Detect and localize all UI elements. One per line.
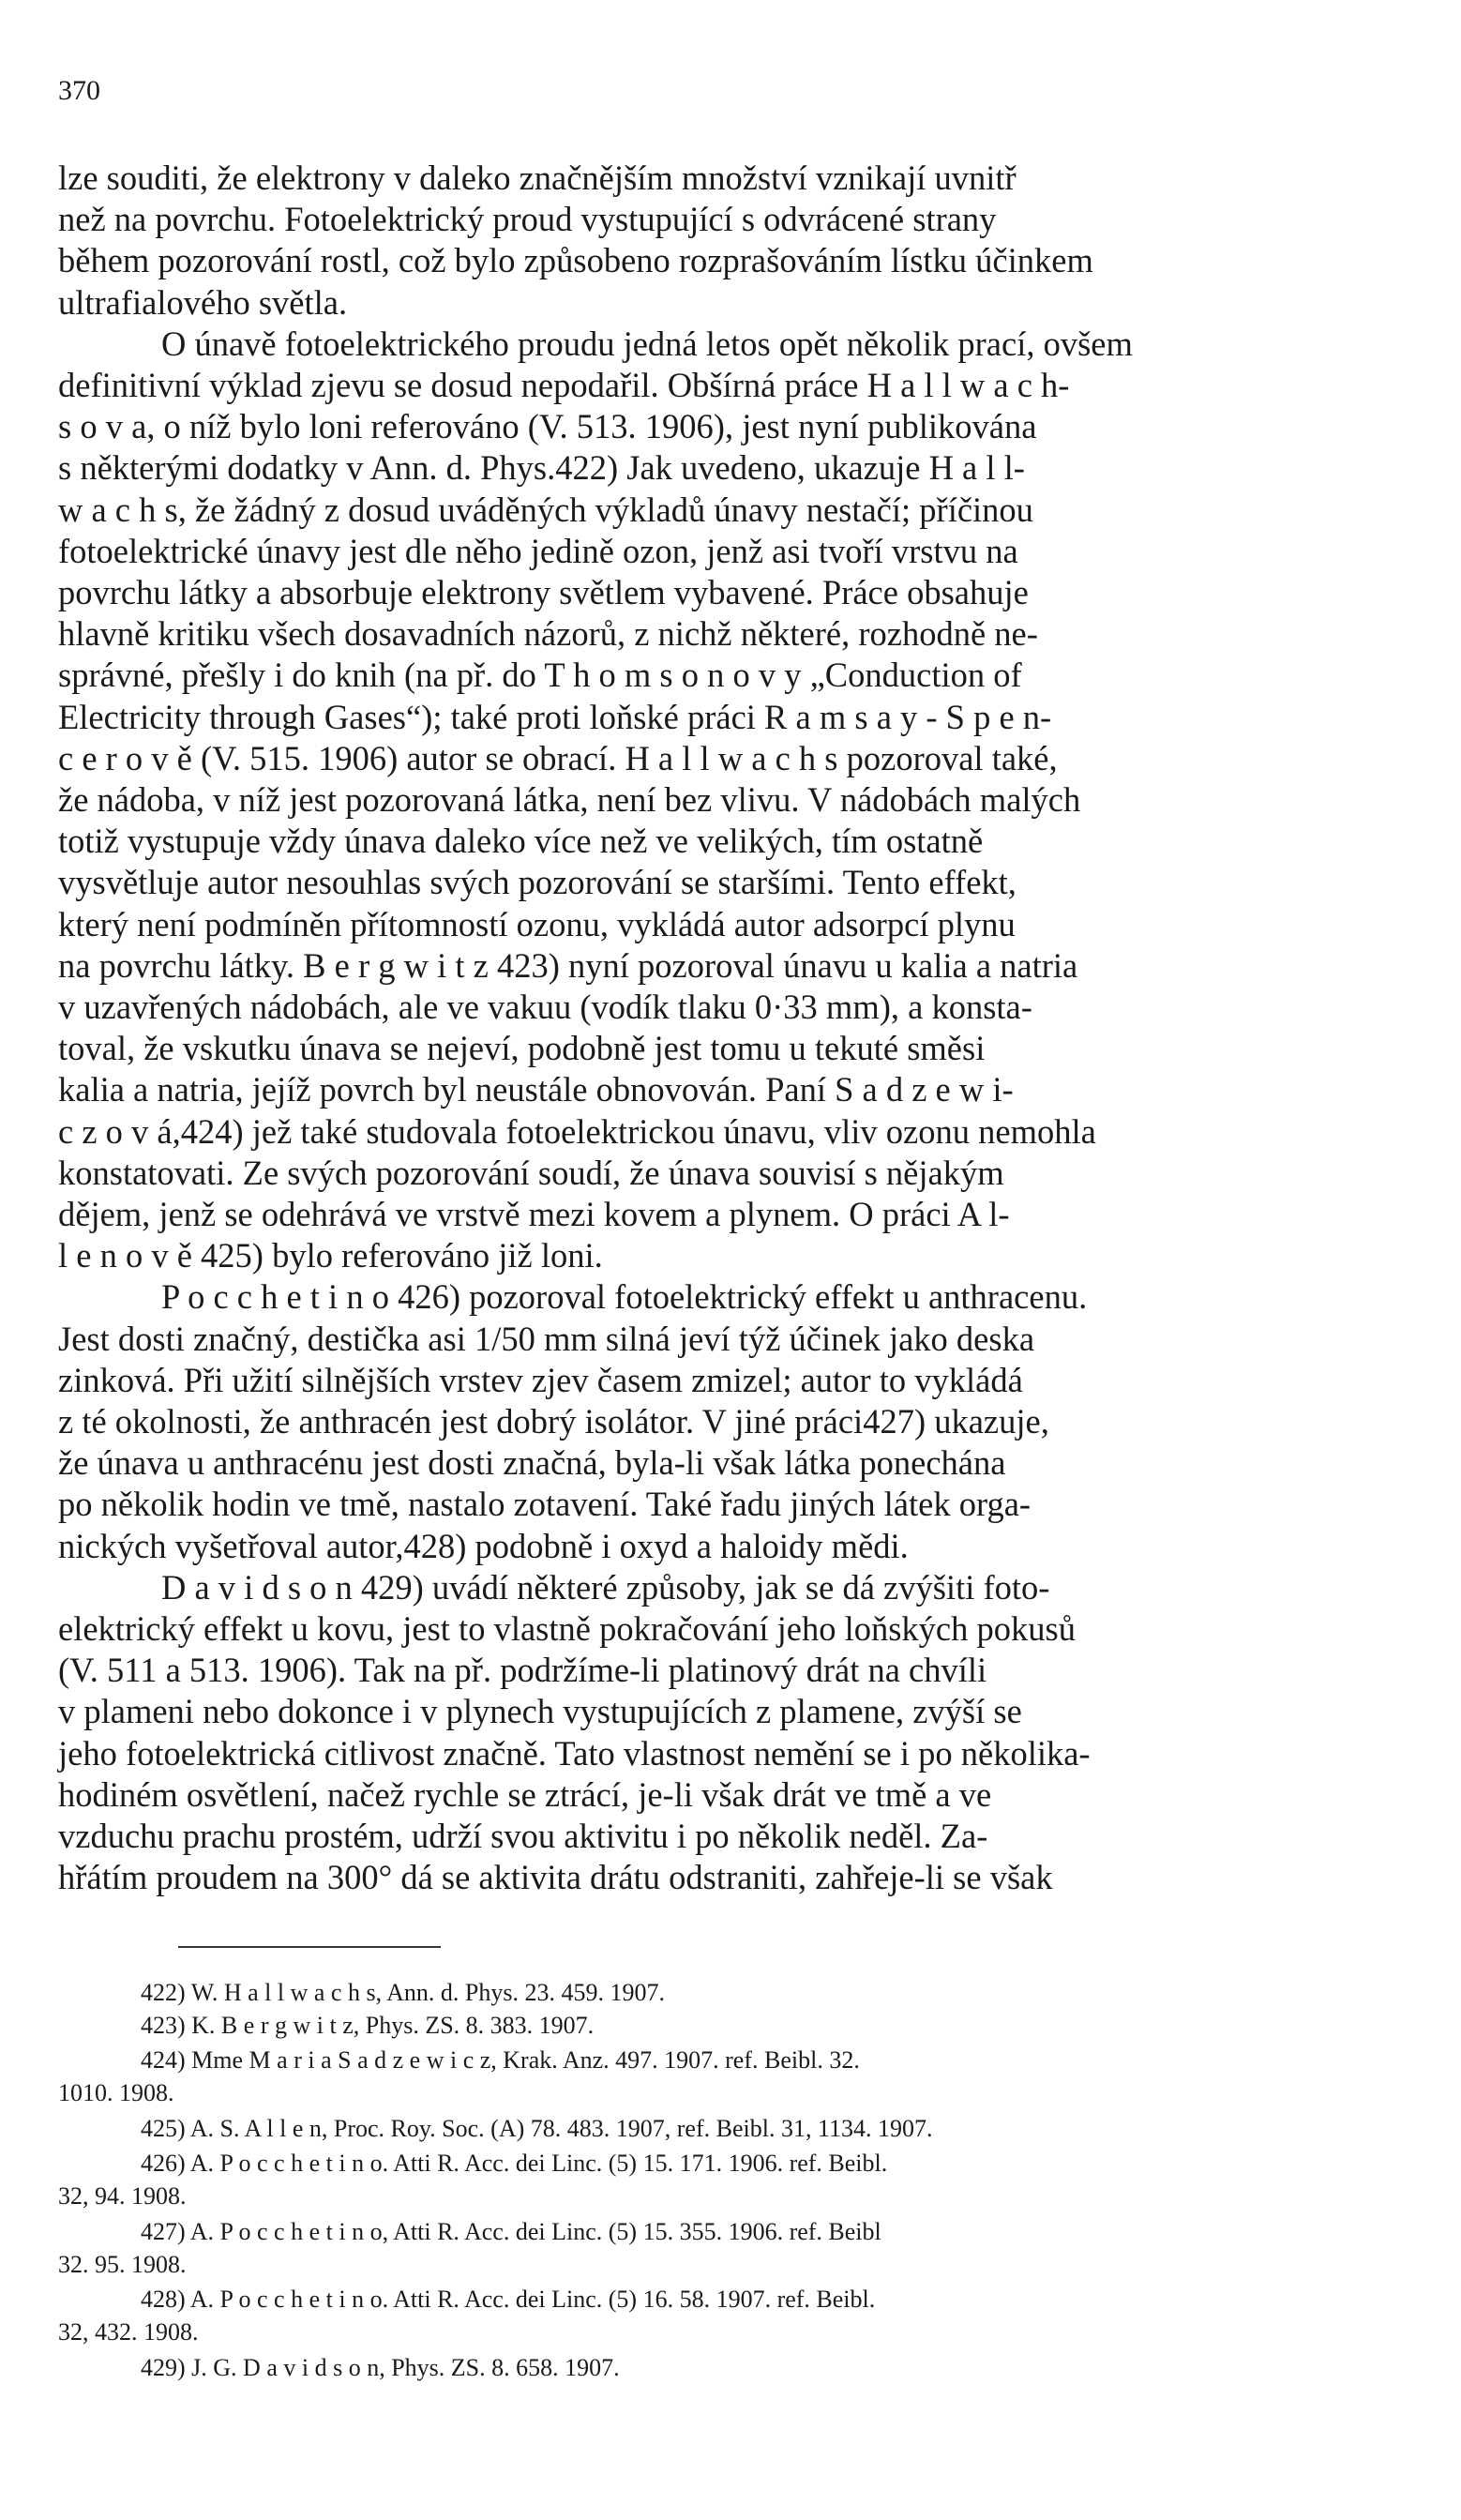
body-line: po několik hodin ve tmě, nastalo zotavení. Také řadu jiných látek orga- — [58, 1485, 1032, 1524]
footnote-line: 426) A. P o c c h e t i n o. Atti R. Acc. dei Linc. (5) 15. 171. 1906. ref. Beibl. — [141, 2150, 888, 2177]
body-line: elektrický effekt u kovu, jest to vlastně pokračování jeho loňských pokusů — [58, 1609, 1076, 1648]
body-line: zinková. Při užití silnějších vrstev zjev časem zmizel; autor to vykládá — [58, 1360, 1023, 1399]
body-line: než na povrchu. Fotoelektrický proud vystupující s odvrácené strany — [58, 200, 997, 239]
footnote-line: 429) J. G. D a v i d s o n, Phys. ZS. 8. 658. 1907. — [141, 2354, 620, 2381]
body-line: toval, že vskutku únava se nejeví, podobně jest tomu u tekuté směsi — [58, 1029, 986, 1068]
body-line: hodiném osvětlení, načež rychle se ztrácí, je-li však drát ve tmě a ve — [58, 1774, 992, 1814]
body-line: konstatovati. Ze svých pozorování soudí, že únava souvisí s nějakým — [58, 1153, 1004, 1192]
footnote-line: 32, 94. 1908. — [58, 2182, 187, 2210]
footnote-line: 427) A. P o c c h e t i n o, Atti R. Acc. dei Linc. (5) 15. 355. 1906. ref. Beibl — [141, 2218, 881, 2245]
body-line: Jest dosti značný, destička asi 1/50 mm silná jeví týž účinek jako deska — [58, 1319, 1035, 1358]
body-line: Electricity through Gases“); také proti loňské práci R a m s a y - S p e n- — [58, 697, 1052, 736]
body-line: s některými dodatky v Ann. d. Phys.422) Jak uvedeno, ukazuje H a l l- — [58, 448, 1025, 488]
footnote-line: 32. 95. 1908. — [58, 2251, 187, 2278]
body-line: O únavě fotoelektrického proudu jedná letos opět několik prací, ovšem — [161, 324, 1133, 363]
body-line: na povrchu látky. B e r g w i t z 423) nyní pozoroval únavu u kalia a natria — [58, 945, 1078, 985]
footnote-line: 32, 432. 1908. — [58, 2318, 199, 2346]
body-line: (V. 511 a 513. 1906). Tak na př. podržíme-li platinový drát na chvíli — [58, 1651, 987, 1690]
footnote-line: 423) K. B e r g w i t z, Phys. ZS. 8. 383. 1907. — [141, 2012, 595, 2039]
body-line: c e r o v ě (V. 515. 1906) autor se obrací. H a l l w a c h s pozoroval také, — [58, 738, 1058, 777]
body-line: w a c h s, že žádný z dosud uváděných výkladů únavy nestačí; příčinou — [58, 490, 1033, 529]
footnote-line: 428) A. P o c c h e t i n o. Atti R. Acc. dei Linc. (5) 16. 58. 1907. ref. Beibl. — [141, 2286, 876, 2313]
body-line: c z o v á,424) jež také studovala fotoelektrickou únavu, vliv ozonu nemohla — [58, 1111, 1096, 1151]
body-line: z té okolnosti, že anthracén jest dobrý isolátor. V jiné práci427) ukazuje, — [58, 1402, 1049, 1441]
body-line: který není podmíněn přítomností ozonu, vykládá autor adsorpcí plynu — [58, 904, 1016, 943]
footnote-line: 424) Mme M a r i a S a d z e w i c z, Krak. Anz. 497. 1907. ref. Beibl. 32. — [141, 2046, 860, 2074]
body-line: správné, přešly i do knih (na př. do T h o m s o n o v y „Conduction of — [58, 656, 1022, 695]
body-line: vysvětluje autor nesouhlas svých pozorování se staršími. Tento effekt, — [58, 863, 1017, 902]
body-line: hlavně kritiku všech dosavadních názorů, z nichž některé, rozhodně ne- — [58, 614, 1038, 654]
body-line: hřátím proudem na 300° dá se aktivita drátu odstraniti, zahřeje-li se však — [58, 1858, 1053, 1897]
body-line: nických vyšetřoval autor,428) podobně i oxyd a haloidy mědi. — [58, 1526, 909, 1565]
body-line: v uzavřených nádobách, ale ve vakuu (vodík tlaku 0·33 mm), a konsta- — [58, 988, 1032, 1026]
body-line: totiž vystupuje vždy únava daleko více než ve velikých, tím ostatně — [58, 822, 984, 861]
footnote-line: 1010. 1908. — [58, 2079, 174, 2106]
body-line: jeho fotoelektrická citlivost značně. Tato vlastnost nemění se i po několika- — [58, 1733, 1091, 1773]
footnote-line: 422) W. H a l l w a c h s, Ann. d. Phys. 23. 459. 1907. — [141, 1979, 665, 2006]
body-line: v plameni nebo dokonce i v plynech vystupujících z plamene, zvýší se — [58, 1692, 1022, 1731]
body-line: D a v i d s o n 429) uvádí některé způsoby, jak se dá zvýšiti foto- — [161, 1567, 1050, 1607]
body-line: ultrafialového světla. — [58, 282, 348, 322]
body-line: dějem, jenž se odehrává ve vrstvě mezi kovem a plynem. O práci A l- — [58, 1195, 1010, 1233]
body-line: během pozorování rostl, což bylo způsobeno rozprašováním lístku účinkem — [58, 241, 1093, 280]
page-number: 370 — [58, 75, 100, 106]
body-line: l e n o v ě 425) bylo referováno již loni. — [58, 1236, 603, 1275]
body-line: s o v a, o níž bylo loni referováno (V. 513. 1906), jest nyní publikována — [58, 407, 1037, 446]
body-line: P o c c h e t i n o 426) pozoroval fotoelektrický effekt u anthracenu. — [161, 1277, 1088, 1317]
body-line: povrchu látky a absorbuje elektrony světlem vybavené. Práce obsahuje — [58, 573, 1029, 611]
body-line: fotoelektrické únavy jest dle něho jedině ozon, jenž asi tvoří vrstvu na — [58, 531, 1018, 570]
body-line: lze souditi, že elektrony v daleko značnějším množství vznikají uvnitř — [58, 158, 1017, 197]
footnote-rule — [178, 1946, 441, 1948]
body-line: vzduchu prachu prostém, udrží svou aktivitu i po několik neděl. Za- — [58, 1817, 988, 1855]
body-line: kalia a natria, jejíž povrch byl neustále obnovován. Paní S a d z e w i- — [58, 1070, 1014, 1109]
body-line: že únava u anthracénu jest dosti značná, byla-li však látka ponechána — [58, 1443, 1006, 1483]
footnote-line: 425) A. S. A l l e n, Proc. Roy. Soc. (A) 78. 483. 1907, ref. Beibl. 31, 1134. 1907. — [141, 2115, 933, 2142]
body-line: že nádoba, v níž jest pozorovaná látka, není bez vlivu. V nádobách malých — [58, 780, 1081, 819]
body-line: definitivní výklad zjevu se dosud nepodařil. Obšírná práce H a l l w a c h- — [58, 366, 1070, 404]
